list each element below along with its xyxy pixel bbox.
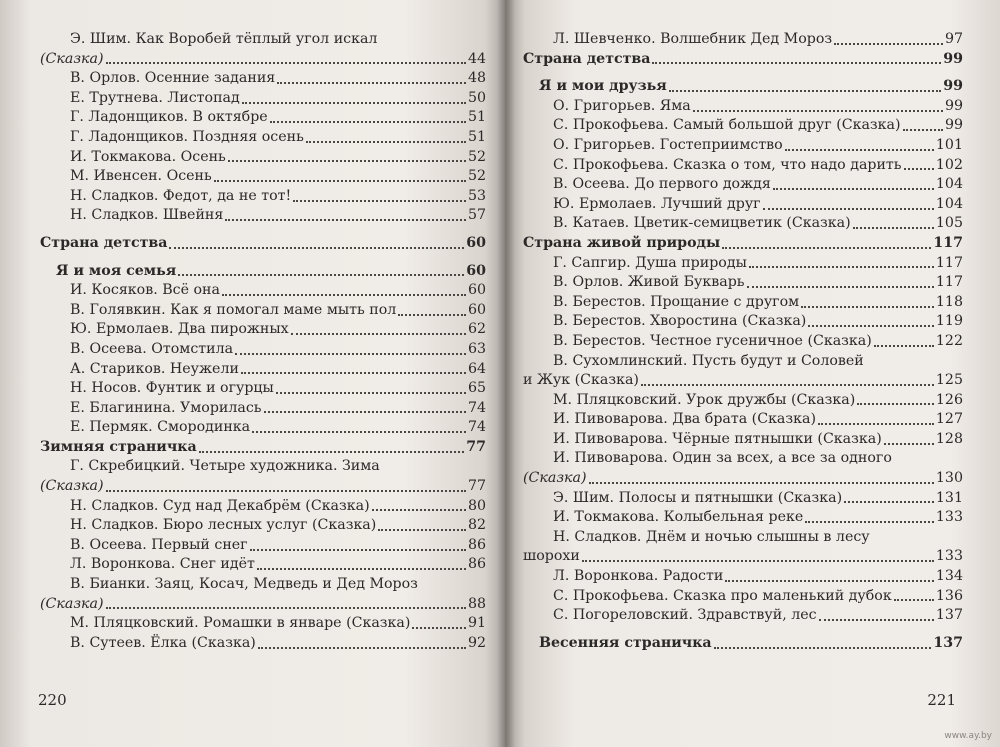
toc-entry xyxy=(40,634,486,654)
dot-leader xyxy=(834,43,943,45)
toc-entry-title: И. Токмакова. Осень xyxy=(70,148,226,165)
dot-leader xyxy=(801,306,934,308)
toc-entry-title: (Сказка) xyxy=(40,595,104,612)
watermark: www.ay.by xyxy=(944,731,992,741)
toc-entry xyxy=(523,156,963,176)
toc-page-number: 63 xyxy=(467,340,486,357)
toc-section-heading xyxy=(523,634,963,654)
toc-page-number: 86 xyxy=(467,536,486,553)
dot-leader xyxy=(169,247,464,249)
dot-leader xyxy=(903,129,943,131)
toc-page-number: 102 xyxy=(935,156,963,173)
dot-leader xyxy=(412,627,466,629)
toc-page-number: 48 xyxy=(467,70,486,87)
toc-page-number: 118 xyxy=(935,293,963,310)
toc-page-number: 88 xyxy=(467,595,486,612)
dot-leader xyxy=(378,529,466,531)
dot-leader xyxy=(277,82,466,84)
dot-leader xyxy=(222,294,466,296)
dot-leader xyxy=(904,168,934,170)
toc-entry-title: И. Токмакова. Колыбельная реке xyxy=(553,509,804,526)
toc-entry-title: Н. Сладков. Днём и ночью слышны в лесу xyxy=(553,528,870,545)
toc-entry-title: Е. Пермяк. Смородинка xyxy=(70,419,251,436)
toc-page-number: 127 xyxy=(935,411,963,428)
toc-page-number: 99 xyxy=(943,50,963,67)
dot-leader xyxy=(106,62,466,64)
toc-entry xyxy=(40,187,486,207)
toc-entry-title: В. Голявкин. Как я помогал маме мыть пол xyxy=(70,301,397,318)
toc-page-number: 133 xyxy=(935,509,963,526)
toc-page-number: 82 xyxy=(467,517,486,534)
toc-entry xyxy=(523,449,963,469)
toc-entry xyxy=(40,301,486,321)
toc-entry xyxy=(523,430,963,450)
toc-entry xyxy=(40,108,486,128)
dot-leader xyxy=(178,274,464,276)
toc-entry xyxy=(40,614,486,634)
toc-entry xyxy=(40,399,486,419)
toc-entry-title: Г. Ладонщиков. В октябре xyxy=(70,109,268,126)
toc-section-heading xyxy=(523,50,963,70)
toc-entry xyxy=(40,516,486,536)
toc-entry-title: О. Григорьев. Гостеприимство xyxy=(553,136,783,153)
toc-entry-title: Ю. Ермолаев. Два пирожных xyxy=(70,321,289,338)
toc-section-heading xyxy=(523,77,963,97)
dot-leader xyxy=(749,266,934,268)
toc-entry-title: Н. Сладков. Федот, да не тот! xyxy=(70,187,292,204)
toc-entry-title: (Сказка) xyxy=(40,478,104,495)
toc-page-number: 92 xyxy=(467,634,486,651)
dot-leader xyxy=(106,490,466,492)
toc-page-number: 117 xyxy=(935,274,963,291)
toc-section-heading xyxy=(523,234,963,254)
toc-page-number: 77 xyxy=(466,438,486,455)
toc-page-number: 60 xyxy=(466,234,486,251)
toc-page-number: 74 xyxy=(467,399,486,416)
toc-entry-title: Ю. Ермолаев. Лучший друг xyxy=(553,195,761,212)
toc-page-number: 57 xyxy=(467,207,486,224)
toc-section-heading xyxy=(40,234,486,254)
dot-leader xyxy=(857,403,934,405)
toc-entry xyxy=(40,555,486,575)
toc-entry-title: В. Берестов. Хворостина (Сказка) xyxy=(553,313,807,330)
toc-entry xyxy=(523,175,963,195)
dot-leader xyxy=(725,580,934,582)
toc-entry xyxy=(40,167,486,187)
toc-entry xyxy=(40,595,486,615)
toc-entry xyxy=(523,332,963,352)
toc-entry-title: О. Григорьев. Яма xyxy=(553,97,691,114)
toc-entry xyxy=(523,508,963,528)
dot-leader xyxy=(763,208,934,210)
toc-page-number: 117 xyxy=(935,254,963,271)
toc-entry-title: Страна детства xyxy=(523,50,651,67)
toc-entry-title: Г. Скребицкий. Четыре художника. Зима xyxy=(70,458,380,475)
toc-entry-title: С. Прокофьева. Сказка про маленький дубок xyxy=(553,587,892,604)
right-page-number: 221 xyxy=(927,691,956,709)
toc-entry xyxy=(523,254,963,274)
toc-page-number: 91 xyxy=(467,615,486,632)
toc-entry xyxy=(40,457,486,477)
toc-page-number: 50 xyxy=(467,89,486,106)
toc-entry xyxy=(523,195,963,215)
toc-entry xyxy=(523,469,963,489)
dot-leader xyxy=(214,180,466,182)
toc-entry-title: С. Прокофьева. Сказка о том, что надо дарить xyxy=(553,156,902,173)
toc-page-number: 119 xyxy=(935,313,963,330)
toc-page-number: 74 xyxy=(467,419,486,436)
toc-page-number: 80 xyxy=(467,497,486,514)
dot-leader xyxy=(641,384,934,386)
toc-page-number: 51 xyxy=(467,128,486,145)
toc-page-number: 130 xyxy=(935,470,963,487)
toc-entry xyxy=(523,214,963,234)
toc-entry xyxy=(523,30,963,50)
toc-page-number: 60 xyxy=(466,262,486,279)
toc-page-number: 52 xyxy=(467,148,486,165)
toc-entry xyxy=(40,69,486,89)
dot-leader xyxy=(241,372,466,374)
dot-leader xyxy=(894,599,934,601)
dot-leader xyxy=(199,451,465,453)
toc-page-number: 64 xyxy=(467,360,486,377)
toc-entry-title: (Сказка) xyxy=(523,470,587,487)
toc-entry-title: (Сказка) xyxy=(40,50,104,67)
left-page-number: 220 xyxy=(38,691,67,709)
toc-entry xyxy=(523,293,963,313)
toc-page-number: 105 xyxy=(935,215,963,232)
toc-section-heading xyxy=(40,438,486,458)
toc-entry-title: Г. Ладонщиков. Поздняя осень xyxy=(70,128,304,145)
toc-entry xyxy=(523,410,963,430)
toc-entry xyxy=(523,312,963,332)
toc-entry-title: Я и мои друзья xyxy=(539,78,667,95)
dot-leader xyxy=(106,607,466,609)
toc-entry xyxy=(40,340,486,360)
toc-entry xyxy=(40,89,486,109)
toc-page-number: 99 xyxy=(943,78,963,95)
toc-entry-title: Э. Шим. Как Воробей тёплый угол искал xyxy=(70,31,378,47)
toc-entry-title: В. Катаев. Цветик-семицветик (Сказка) xyxy=(553,215,851,232)
toc-entry-title: Страна детства xyxy=(40,234,168,251)
toc-entry xyxy=(523,97,963,117)
toc-entry-title: Л. Шевченко. Волшебник Дед Мороз xyxy=(553,31,833,47)
dot-leader xyxy=(808,325,934,327)
toc-page-number: 53 xyxy=(467,187,486,204)
toc-entry-title: Н. Сладков. Бюро лесных услуг (Сказка) xyxy=(70,517,377,534)
toc-entry xyxy=(523,528,963,548)
dot-leader xyxy=(714,647,932,649)
toc-page-number: 133 xyxy=(935,548,963,565)
dot-leader xyxy=(372,509,466,511)
toc-entry-title: Страна живой природы xyxy=(523,234,721,251)
toc-page-number: 128 xyxy=(935,430,963,447)
toc-page-number: 77 xyxy=(467,478,486,495)
toc-page-number: 137 xyxy=(935,607,963,624)
toc-entry-title: В. Берестов. Прощание с другом xyxy=(553,293,800,310)
dot-leader xyxy=(652,62,941,64)
toc-entry xyxy=(523,391,963,411)
toc-entry-title: В. Сутеев. Ёлка (Сказка) xyxy=(70,634,256,651)
dot-leader xyxy=(693,110,943,112)
toc-entry-title: В. Осеева. Первый снег xyxy=(70,536,248,553)
toc-page-number: 137 xyxy=(933,634,963,651)
toc-entry xyxy=(523,273,963,293)
toc-entry-title: В. Осеева. Отомстила xyxy=(70,340,234,357)
toc-entry-title: И. Косяков. Всё она xyxy=(70,282,220,299)
dot-leader xyxy=(228,160,466,162)
dot-leader xyxy=(589,482,934,484)
toc-entry-title: Н. Сладков. Суд над Декабрём (Сказка) xyxy=(70,497,370,514)
toc-entry-title: Э. Шим. Полосы и пятнышки (Сказка) xyxy=(553,489,843,506)
toc-entry xyxy=(40,379,486,399)
toc-page-number: 97 xyxy=(944,31,963,47)
dot-leader xyxy=(805,521,934,523)
dot-leader xyxy=(258,647,466,649)
toc-entry-title: Е. Трутнева. Листопад xyxy=(70,89,240,106)
dot-leader xyxy=(818,423,934,425)
dot-leader xyxy=(722,247,931,249)
dot-leader xyxy=(250,549,466,551)
toc-page-number: 52 xyxy=(467,168,486,185)
toc-entry-title: С. Прокофьева. Самый большой друг (Сказка) xyxy=(553,117,901,134)
dot-leader xyxy=(785,149,934,151)
dot-leader xyxy=(270,121,466,123)
toc-entry xyxy=(40,320,486,340)
toc-entry xyxy=(523,352,963,372)
toc-entry-title: шорохи xyxy=(523,548,580,565)
toc-entry xyxy=(523,606,963,626)
toc-entry-title: И. Пивоварова. Чёрные пятнышки (Сказка) xyxy=(553,430,882,447)
toc-page-number: 131 xyxy=(935,489,963,506)
toc-entry-title: Я и моя семья xyxy=(56,262,177,279)
dot-leader xyxy=(276,392,466,394)
right-toc xyxy=(523,30,963,653)
toc-entry-title: В. Осеева. До первого дождя xyxy=(553,176,771,193)
toc-entry-title: М. Пляцковский. Урок дружбы (Сказка) xyxy=(553,391,856,408)
toc-page-number: 122 xyxy=(935,332,963,349)
toc-entry xyxy=(40,497,486,517)
toc-entry-title: Весенняя страничка xyxy=(539,634,712,651)
toc-page-number: 125 xyxy=(935,372,963,389)
dot-leader xyxy=(291,333,466,335)
right-page xyxy=(505,0,1000,747)
toc-entry-title: Н. Сладков. Швейня xyxy=(70,207,224,224)
toc-page-number: 99 xyxy=(944,97,963,114)
toc-entry-title: М. Ивенсен. Осень xyxy=(70,168,212,185)
dot-leader xyxy=(582,560,934,562)
dot-leader xyxy=(252,431,466,433)
toc-entry-title: В. Бианки. Заяц, Косач, Медведь и Дед Мороз xyxy=(70,576,418,593)
toc-entry xyxy=(40,206,486,226)
toc-entry xyxy=(40,128,486,148)
dot-leader xyxy=(819,619,934,621)
toc-entry xyxy=(40,30,486,50)
toc-entry xyxy=(40,536,486,556)
dot-leader xyxy=(669,90,941,92)
dot-leader xyxy=(398,314,466,316)
toc-section-heading xyxy=(40,262,486,282)
toc-page-number: 104 xyxy=(935,176,963,193)
toc-entry-title: В. Берестов. Честное гусеничное (Сказка) xyxy=(553,332,872,349)
toc-entry-title: И. Пивоварова. Два брата (Сказка) xyxy=(553,411,816,428)
toc-entry xyxy=(40,360,486,380)
toc-page-number: 86 xyxy=(467,556,486,573)
dot-leader xyxy=(844,501,934,503)
toc-entry-title: и Жук (Сказка) xyxy=(523,372,639,389)
dot-leader xyxy=(264,411,466,413)
toc-entry xyxy=(523,116,963,136)
toc-entry xyxy=(40,418,486,438)
dot-leader xyxy=(257,568,466,570)
toc-page-number: 134 xyxy=(935,568,963,585)
toc-page-number: 62 xyxy=(467,321,486,338)
toc-entry-title: Л. Воронкова. Снег идёт xyxy=(70,556,255,573)
dot-leader xyxy=(853,227,934,229)
toc-entry xyxy=(523,371,963,391)
toc-entry xyxy=(40,50,486,70)
toc-page-number: 136 xyxy=(935,587,963,604)
toc-entry-title: А. Стариков. Неужели xyxy=(70,360,239,377)
dot-leader xyxy=(306,141,466,143)
toc-page-number: 126 xyxy=(935,391,963,408)
dot-leader xyxy=(293,200,466,202)
dot-leader xyxy=(874,345,934,347)
toc-entry-title: Е. Благинина. Уморилась xyxy=(70,399,262,416)
toc-entry-title: Г. Сапгир. Душа природы xyxy=(553,254,747,271)
toc-entry xyxy=(40,477,486,497)
toc-entry-title: В. Орлов. Живой Букварь xyxy=(553,274,745,291)
dot-leader xyxy=(225,219,466,221)
toc-entry-title: Л. Воронкова. Радости xyxy=(553,568,724,585)
toc-entry-title: Зимняя страничка xyxy=(40,438,197,455)
toc-entry xyxy=(523,587,963,607)
toc-entry xyxy=(40,281,486,301)
toc-page-number: 65 xyxy=(467,380,486,397)
toc-entry-title: М. Пляцковский. Ромашки в январе (Сказка) xyxy=(70,615,411,632)
dot-leader xyxy=(242,102,466,104)
toc-page-number: 60 xyxy=(467,301,486,318)
toc-entry-title: И. Пивоварова. Один за всех, а все за одного xyxy=(553,450,892,467)
toc-page-number: 51 xyxy=(467,109,486,126)
dot-leader xyxy=(235,353,466,355)
toc-entry-title: В. Сухомлинский. Пусть будут и Соловей xyxy=(553,352,864,369)
toc-entry xyxy=(523,567,963,587)
toc-entry xyxy=(523,547,963,567)
toc-entry xyxy=(523,136,963,156)
toc-entry xyxy=(523,489,963,509)
toc-entry-title: В. Орлов. Осенние задания xyxy=(70,70,276,87)
toc-entry xyxy=(40,148,486,168)
toc-entry-title: С. Погореловский. Здравствуй, лес xyxy=(553,607,817,624)
dot-leader xyxy=(773,188,934,190)
toc-entry-title: Н. Носов. Фунтик и огурцы xyxy=(70,380,274,397)
toc-page-number: 99 xyxy=(944,117,963,134)
toc-entry xyxy=(40,575,486,595)
toc-page-number: 60 xyxy=(467,282,486,299)
left-toc xyxy=(40,30,486,653)
toc-page-number: 44 xyxy=(467,50,486,67)
dot-leader xyxy=(884,443,934,445)
toc-page-number: 101 xyxy=(935,136,963,153)
toc-page-number: 117 xyxy=(933,234,963,251)
toc-page-number: 104 xyxy=(935,195,963,212)
dot-leader xyxy=(747,286,934,288)
